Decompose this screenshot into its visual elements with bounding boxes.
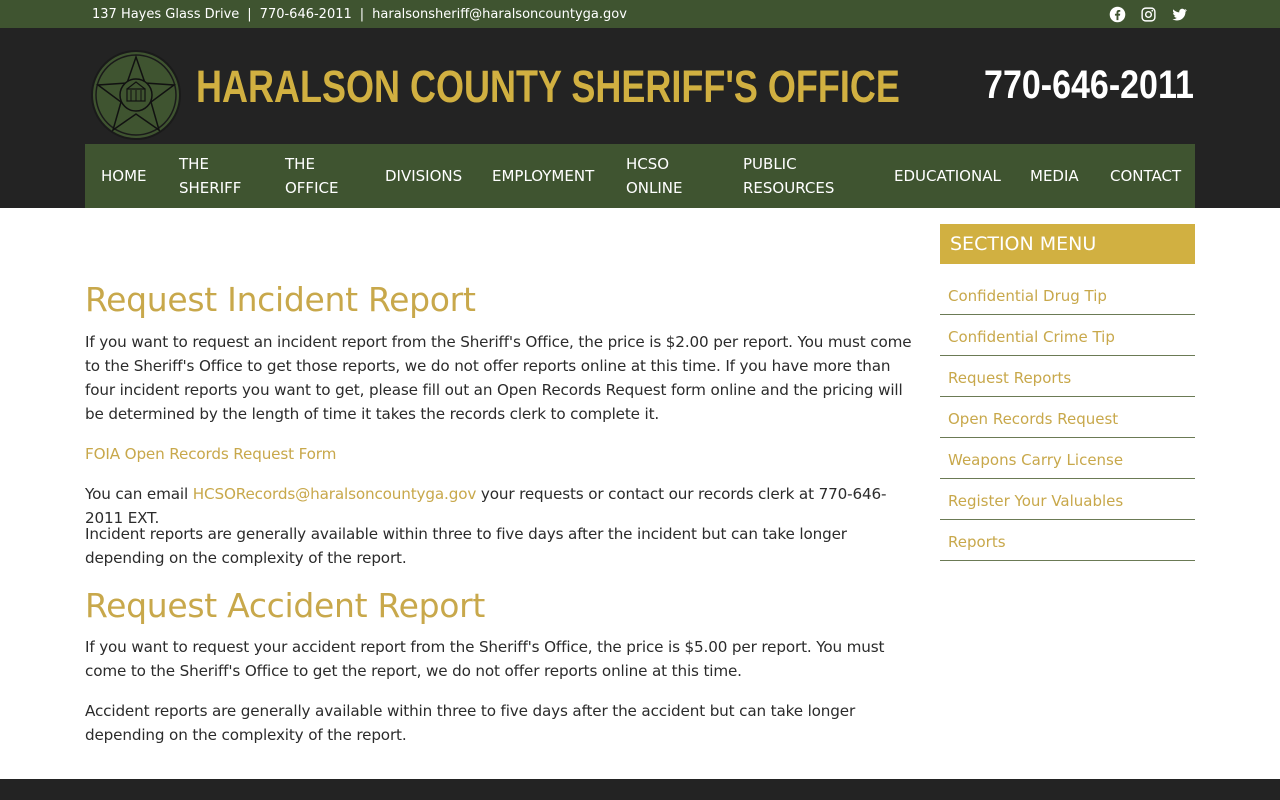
- nav-item-public-resources[interactable]: PUBLIC RESOURCES: [743, 155, 835, 197]
- nav-item-media[interactable]: MEDIA: [1030, 167, 1079, 185]
- site-header: [0, 28, 1280, 208]
- incident-report-heading: Request Incident Report: [85, 280, 476, 319]
- email-prefix-text: You can email: [85, 485, 193, 503]
- social-links: [1109, 6, 1188, 23]
- sidebar-item-register-your-valuables[interactable]: Register Your Valuables: [940, 479, 1195, 520]
- twitter-icon[interactable]: [1171, 6, 1188, 23]
- section-menu: [940, 224, 1195, 561]
- address-text: 137 Hayes Glass Drive: [92, 7, 240, 22]
- accident-report-heading: Request Accident Report: [85, 586, 486, 625]
- sidebar-item-weapons-carry-license[interactable]: Weapons Carry License: [940, 438, 1195, 479]
- separator: |: [359, 7, 365, 22]
- nav-item-contact[interactable]: CONTACT: [1110, 167, 1182, 185]
- nav-item-educational[interactable]: EDUCATIONAL: [894, 167, 1001, 185]
- accident-paragraph-1: If you want to request your accident report from the Sheriff's Office, the price is $5.00 per report. You must come to the Sheriff's Office to get the report, we do not offer reports online at this time.: [85, 638, 885, 680]
- top-contact-info: [92, 7, 627, 22]
- foia-paragraph: [85, 442, 915, 466]
- facebook-icon[interactable]: [1109, 6, 1126, 23]
- nav-item-the-sheriff[interactable]: THE SHERIFF: [179, 155, 242, 197]
- sidebar-item-open-records-request[interactable]: Open Records Request: [940, 397, 1195, 438]
- accident-paragraph-2: Accident reports are generally available within three to five days after the accident but can take longer depending on the complexity of the report.: [85, 702, 856, 744]
- section-menu-title: SECTION MENU: [940, 224, 1195, 264]
- site-footer: [0, 779, 1280, 800]
- instagram-icon[interactable]: [1140, 6, 1157, 23]
- incident-paragraph-1: If you want to request an incident report from the Sheriff's Office, the price is $2.00 per report. You must come to the Sheriff's Office to get those reports, we do not offer reports online at this time. If you have more than four incident reports you want to get, please fill out an Open Records Request form online and the pricing will be determined by the length of time it takes the records clerk to complete it.: [85, 333, 912, 423]
- sidebar-item-reports[interactable]: Reports: [940, 520, 1195, 561]
- foia-form-link[interactable]: FOIA Open Records Request Form: [85, 445, 337, 463]
- sidebar-spacer: [940, 264, 1195, 274]
- nav-item-employment[interactable]: EMPLOYMENT: [492, 167, 595, 185]
- incident-paragraph-3: Incident reports are generally available within three to five days after the incident but can take longer depending on the complexity of the report.: [85, 525, 847, 567]
- site-title[interactable]: HARALSON COUNTY SHERIFF'S OFFICE: [196, 61, 900, 112]
- separator: |: [247, 7, 252, 22]
- nav-item-home[interactable]: HOME: [101, 167, 147, 185]
- email-suffix-text: your requests or contact our records clerk at 770-646-2011 EXT.: [85, 485, 887, 527]
- sheriff-badge-logo[interactable]: [90, 49, 182, 141]
- nav-item-divisions[interactable]: DIVISIONS: [385, 167, 463, 185]
- sidebar-item-confidential-crime-tip[interactable]: Confidential Crime Tip: [940, 315, 1195, 356]
- header-phone[interactable]: 770-646-2011: [984, 63, 1194, 107]
- top-phone-link[interactable]: 770-646-2011: [259, 7, 352, 22]
- nav-item-the-office[interactable]: THE OFFICE: [285, 155, 339, 197]
- sidebar-item-request-reports[interactable]: Request Reports: [940, 356, 1195, 397]
- main-nav: [85, 144, 1195, 208]
- nav-item-hcso-online[interactable]: HCSO ONLINE: [626, 155, 683, 197]
- top-email-link[interactable]: haralsonsheriff@haralsoncountyga.gov: [372, 7, 627, 22]
- top-contact-bar: [0, 0, 1280, 28]
- sidebar-item-confidential-drug-tip[interactable]: Confidential Drug Tip: [940, 274, 1195, 315]
- records-email-link[interactable]: HCSORecords@haralsoncountyga.gov: [192, 485, 477, 503]
